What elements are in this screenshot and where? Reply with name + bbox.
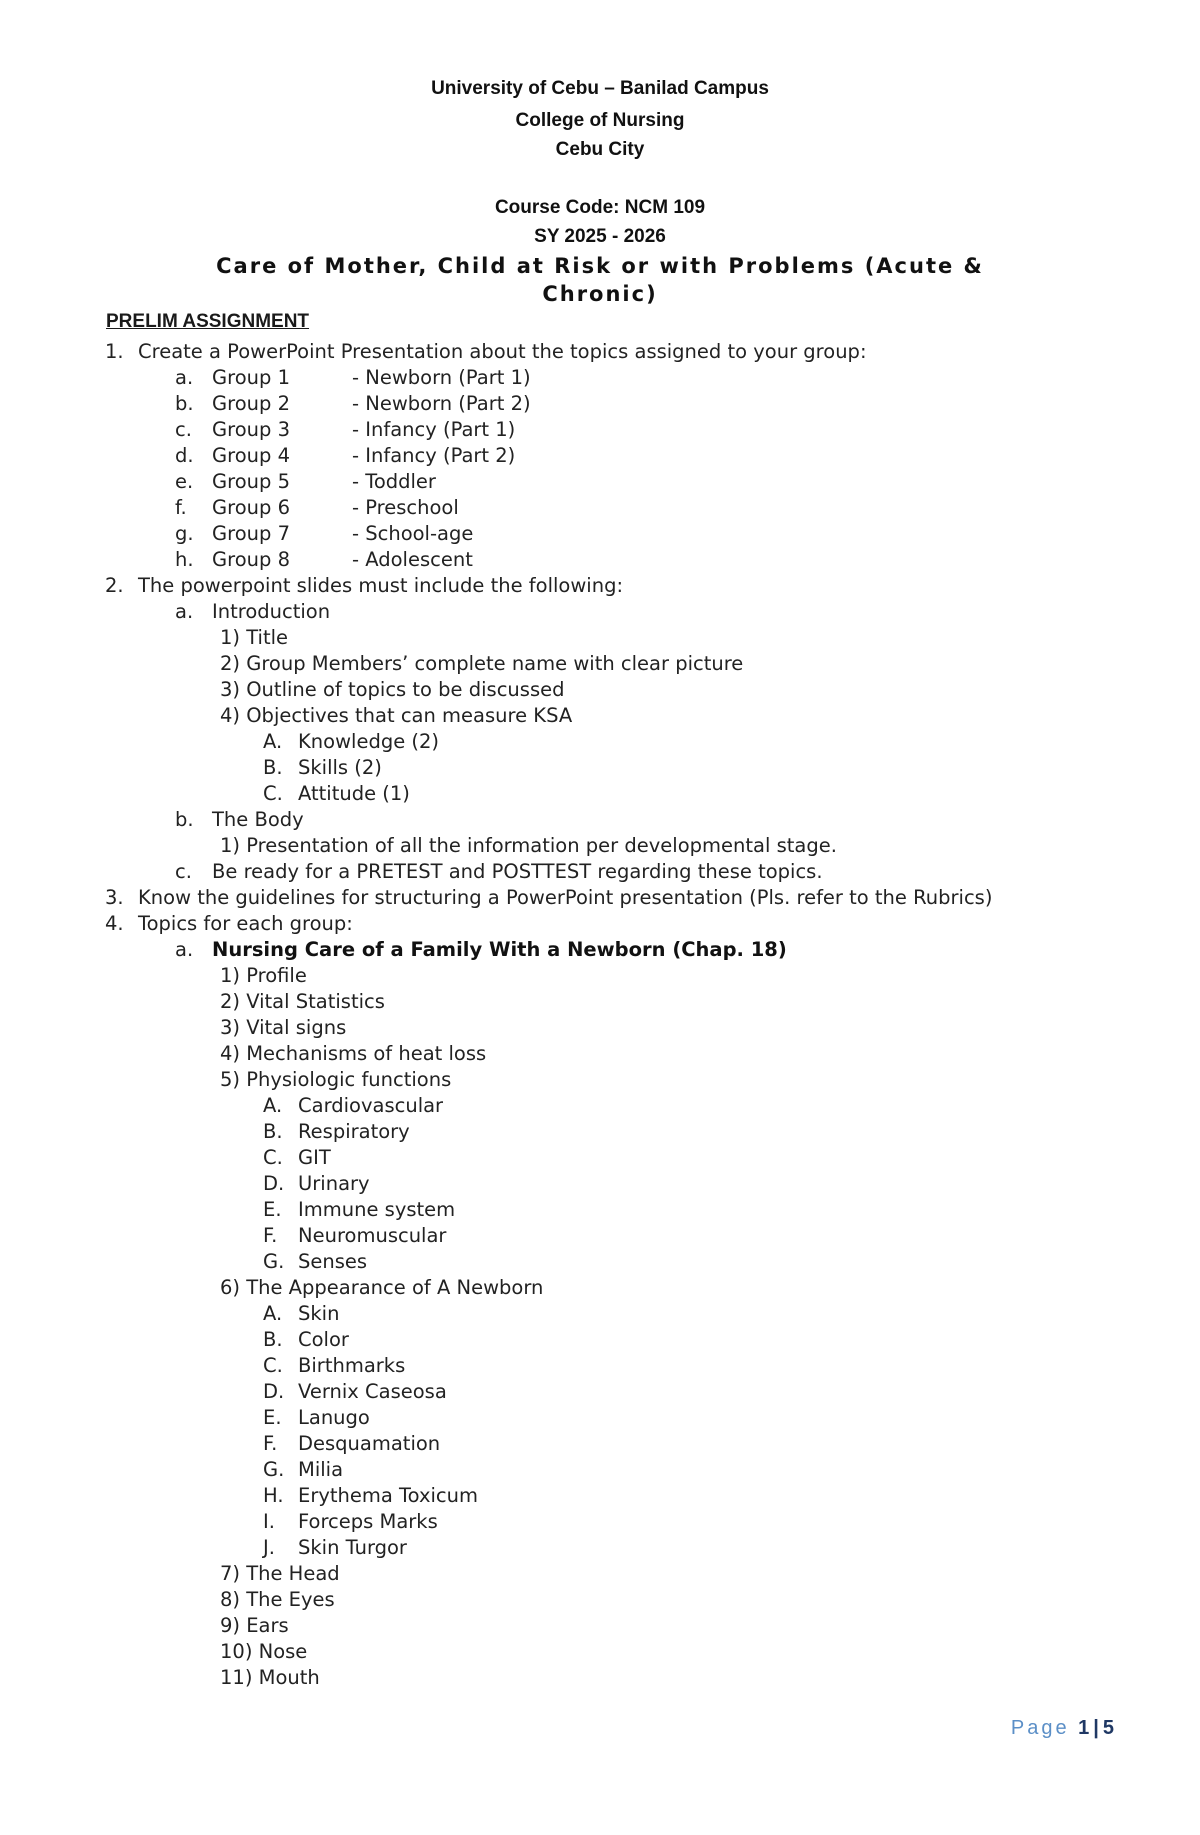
list-text: Group 2: [212, 392, 290, 415]
list-text: 1) Profile: [220, 964, 307, 987]
list-marker: G.: [263, 1250, 285, 1273]
list-text: 7) The Head: [220, 1562, 340, 1585]
list-item: [263, 1171, 370, 1197]
list-marker: e.: [175, 470, 194, 493]
list-item: [175, 365, 531, 391]
list-text: 6) The Appearance of A Newborn: [220, 1276, 544, 1299]
list-item: [263, 1093, 443, 1119]
list-item: [220, 1639, 307, 1665]
list-text: Topics for each group:: [138, 912, 353, 935]
list-item: [263, 1535, 407, 1561]
list-item: [263, 1327, 349, 1353]
list-item: [263, 781, 410, 807]
list-text: Knowledge (2): [298, 730, 440, 753]
list-text: Group 7: [212, 522, 290, 545]
list-item: [175, 469, 436, 495]
list-item: [263, 1431, 440, 1457]
course-title-line-2: Chronic): [542, 282, 658, 306]
list-text: 10) Nose: [220, 1640, 308, 1663]
city-name: Cebu City: [555, 139, 645, 160]
list-item: [220, 833, 837, 859]
list-text: Group 3: [212, 418, 290, 441]
list-text: Erythema Toxicum: [298, 1484, 478, 1507]
page-label: Page: [1010, 1717, 1070, 1739]
list-marker: B.: [263, 1328, 283, 1351]
list-item: [220, 1561, 340, 1587]
list-text: 8) The Eyes: [220, 1588, 335, 1611]
list-marker: b.: [175, 808, 194, 831]
list-item: [263, 1197, 455, 1223]
list-marker: h.: [175, 548, 194, 571]
list-item: [220, 703, 572, 729]
list-marker: G.: [263, 1458, 285, 1481]
list-marker: B.: [263, 756, 283, 779]
list-text: Cardiovascular: [298, 1094, 444, 1117]
list-item: [263, 1249, 367, 1275]
list-text: Group 5: [212, 470, 290, 493]
list-marker: a.: [175, 366, 194, 389]
list-item: [263, 1223, 446, 1249]
group-topic: - Toddler: [352, 470, 436, 493]
list-marker: C.: [263, 782, 283, 805]
list-marker: E.: [263, 1406, 282, 1429]
group-topic: - Newborn (Part 1): [352, 366, 531, 389]
list-text: Group 6: [212, 496, 290, 519]
list-marker: B.: [263, 1120, 283, 1143]
list-item: [175, 547, 473, 573]
university-name: University of Cebu – Banilad Campus: [431, 78, 769, 99]
list-item: [263, 1301, 339, 1327]
list-item: [220, 625, 288, 651]
list-item: [220, 1587, 335, 1613]
list-text: 2) Vital Statistics: [220, 990, 385, 1013]
list-marker: C.: [263, 1354, 283, 1377]
list-text: Lanugo: [298, 1406, 370, 1429]
list-marker: 4.: [105, 912, 124, 935]
list-item: [220, 1041, 486, 1067]
list-marker: A.: [263, 730, 283, 753]
group-topic: - Infancy (Part 2): [352, 444, 516, 467]
list-item: [263, 1509, 438, 1535]
list-text: Be ready for a PRETEST and POSTTEST regarding these topics.: [212, 860, 823, 883]
school-year: SY 2025 - 2026: [534, 226, 666, 247]
list-item: [175, 391, 531, 417]
list-marker: a.: [175, 938, 194, 961]
course-code: Course Code: NCM 109: [494, 197, 706, 218]
list-text: Skin: [298, 1302, 340, 1325]
list-text: 3) Outline of topics to be discussed: [220, 678, 565, 701]
list-item: [105, 885, 992, 911]
list-text: Birthmarks: [298, 1354, 406, 1377]
list-text: Group 4: [212, 444, 290, 467]
list-text: Color: [298, 1328, 349, 1351]
list-item: [220, 1067, 451, 1093]
list-text: Milia: [298, 1458, 344, 1481]
list-text: 1) Presentation of all the information per developmental stage.: [220, 834, 837, 857]
list-item: [175, 937, 787, 963]
group-topic: - Infancy (Part 1): [352, 418, 516, 441]
list-item: [175, 417, 516, 443]
list-item: [175, 859, 823, 885]
list-marker: 3.: [105, 886, 124, 909]
list-item: [220, 1275, 543, 1301]
list-text: 4) Objectives that can measure KSA: [220, 704, 573, 727]
list-text: Introduction: [212, 600, 331, 623]
list-text: 5) Physiologic functions: [220, 1068, 452, 1091]
list-text: 4) Mechanisms of heat loss: [220, 1042, 487, 1065]
list-text: Attitude (1): [298, 782, 410, 805]
list-marker: A.: [263, 1094, 283, 1117]
list-item: [105, 911, 353, 937]
list-item: [175, 443, 516, 469]
list-text: Skills (2): [298, 756, 382, 779]
list-text: Group 1: [212, 366, 290, 389]
list-item: [175, 807, 304, 833]
list-marker: c.: [175, 860, 192, 883]
list-text: 3) Vital signs: [220, 1016, 347, 1039]
list-text: Create a PowerPoint Presentation about the topics assigned to your group:: [138, 340, 867, 363]
list-item: [263, 1405, 370, 1431]
list-marker: D.: [263, 1172, 285, 1195]
list-text: Vernix Caseosa: [298, 1380, 447, 1403]
group-topic: - Adolescent: [352, 548, 473, 571]
list-item: [263, 1119, 410, 1145]
group-topic: - School-age: [352, 522, 474, 545]
list-text: Senses: [298, 1250, 368, 1273]
page-number: 1: [1078, 1717, 1090, 1739]
list-item: [220, 1665, 320, 1691]
list-item: [175, 521, 474, 547]
list-marker: c.: [175, 418, 192, 441]
list-text: Desquamation: [298, 1432, 441, 1455]
list-marker: J.: [263, 1536, 275, 1559]
list-marker: F.: [263, 1224, 278, 1247]
list-text: Skin Turgor: [298, 1536, 407, 1559]
page-total: 5: [1102, 1717, 1114, 1739]
list-item: [263, 1145, 331, 1171]
list-item: [220, 989, 385, 1015]
list-marker: I.: [263, 1510, 275, 1533]
group-topic: - Preschool: [352, 496, 459, 519]
list-marker: D.: [263, 1380, 285, 1403]
list-text: The powerpoint slides must include the following:: [138, 574, 624, 597]
list-marker: H.: [263, 1484, 284, 1507]
list-marker: 1.: [105, 340, 124, 363]
college-name: College of Nursing: [515, 110, 685, 131]
list-marker: g.: [175, 522, 194, 545]
list-item: [105, 573, 623, 599]
list-text: Group 8: [212, 548, 290, 571]
list-marker: C.: [263, 1146, 283, 1169]
section-title: PRELIM ASSIGNMENT: [106, 311, 310, 332]
course-title-line-1: Care of Mother, Child at Risk or with Problems (Acute &: [216, 254, 984, 278]
list-marker: d.: [175, 444, 194, 467]
list-item: [220, 651, 743, 677]
list-marker: F.: [263, 1432, 278, 1455]
list-text: 1) Title: [220, 626, 289, 649]
list-item: [263, 1353, 405, 1379]
list-marker: E.: [263, 1198, 282, 1221]
list-text: The Body: [212, 808, 304, 831]
list-text: Urinary: [298, 1172, 370, 1195]
list-item: [175, 599, 330, 625]
list-item: [220, 963, 307, 989]
list-item: [263, 1457, 343, 1483]
list-text: Respiratory: [298, 1120, 410, 1143]
list-item: [263, 1483, 478, 1509]
list-marker: 2.: [105, 574, 124, 597]
list-item: [263, 1379, 447, 1405]
group-topic: - Newborn (Part 2): [352, 392, 531, 415]
list-item: [263, 729, 439, 755]
list-item: [220, 1613, 289, 1639]
list-marker: b.: [175, 392, 194, 415]
list-text: Neuromuscular: [298, 1224, 447, 1247]
list-marker: a.: [175, 600, 194, 623]
page-footer: Page 1 | 5: [1010, 1717, 1114, 1739]
list-text: Know the guidelines for structuring a PowerPoint presentation (Pls. refer to the Rubrics): [138, 886, 993, 909]
list-text: 9) Ears: [220, 1614, 289, 1637]
list-text: GIT: [298, 1146, 331, 1169]
list-marker: A.: [263, 1302, 283, 1325]
list-item: [105, 339, 867, 365]
list-marker: f.: [175, 496, 187, 519]
list-text: Forceps Marks: [298, 1510, 438, 1533]
list-text: 11) Mouth: [220, 1666, 320, 1689]
list-item: [220, 677, 564, 703]
list-item: [175, 495, 459, 521]
list-text: 2) Group Members’ complete name with clear picture: [220, 652, 744, 675]
list-text: Immune system: [298, 1198, 456, 1221]
list-text: Nursing Care of a Family With a Newborn (Chap. 18): [212, 938, 787, 961]
list-item: [220, 1015, 346, 1041]
list-item: [263, 755, 382, 781]
